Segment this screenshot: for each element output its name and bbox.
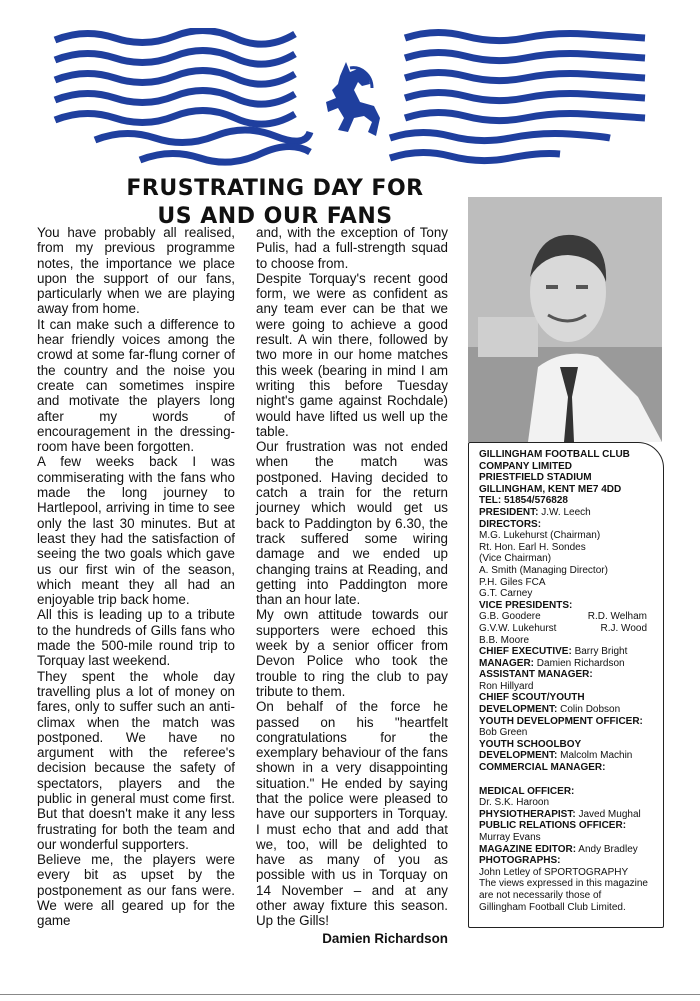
paragraph: A few weeks back I was commiserating with the fans who made the long journey to Hartlepool, arriving in time to see only the last 30 minutes. But at least they had the satisfaction of seeing the two goals which gave us our first win of the season, which meant they all had an enjoyable trip back home. bbox=[37, 454, 235, 608]
paragraph: Our frustration was not ended when the match was postponed. Having decided to catch a train for the return journey which would get us back to Paddington by 6.30, the track suffered some wiring damage and we ended up changing trains at Reading, and getting into Paddington more than an hour late. bbox=[256, 439, 448, 608]
vice-president: B.B. Moore bbox=[479, 634, 530, 646]
manager-name: Damien Richardson bbox=[536, 657, 625, 669]
medical-officer-name: Dr. S.K. Haroon bbox=[479, 797, 550, 809]
chief-executive-line bbox=[479, 646, 655, 658]
club-info-box bbox=[468, 442, 664, 928]
paragraph: Believe me, the players were every bit as upset by the postponement as our fans were. We were all geared up for the game bbox=[37, 852, 235, 929]
president-line bbox=[479, 507, 655, 519]
paragraph: On behalf of the force he passed on his "heartfelt congratulations for the exemplary behaviour of the fans shown in a very disappointing situation." He ended by saying that the police were pleased to have our supporters in Torquay. I must echo that and add that we, too, will be delighted to have as many of you as possible with us in Torquay on 14 November – and at any other away fixture this season. Up the Gills! bbox=[256, 699, 448, 929]
chief-scout-label-2: DEVELOPMENT: bbox=[479, 704, 558, 716]
vice-president: G.V.W. Lukehurst bbox=[479, 622, 557, 634]
headline-line-1: FRUSTRATING DAY FOR bbox=[126, 176, 424, 201]
photographs-credit: John Letley of SPORTOGRAPHY bbox=[479, 866, 629, 878]
vice-presidents-label: VICE PRESIDENTS: bbox=[479, 599, 573, 611]
assistant-manager-label: ASSISTANT MANAGER: bbox=[479, 669, 593, 681]
paragraph: They spent the whole day travelling plus a lot of money on fares, only to suffer such an anti-climax when the match was postponed. We have no argument with the referee's decision because the safety of spectators, players and the public in general must come first. But that doesn't make it any less frustrating for both the team and our wonderful supporters. bbox=[37, 668, 235, 852]
commercial-manager-label: COMMERCIAL MANAGER: bbox=[479, 762, 606, 774]
vice-president-row bbox=[479, 623, 655, 635]
chief-executive-name: Barry Bright bbox=[574, 646, 628, 658]
vice-president: R.J. Wood bbox=[600, 622, 647, 634]
disclaimer-line: The views expressed in this magazine bbox=[479, 878, 648, 890]
chief-scout-line bbox=[479, 704, 655, 716]
president-label: PRESIDENT: bbox=[479, 506, 539, 518]
youth-development-officer-label: YOUTH DEVELOPMENT OFFICER: bbox=[479, 715, 643, 727]
right-waves bbox=[390, 32, 645, 160]
page-bottom-rule bbox=[0, 994, 700, 995]
youth-schoolboy-name: Malcolm Machin bbox=[560, 750, 633, 762]
medical-officer-label: MEDICAL OFFICER: bbox=[479, 785, 575, 797]
physio-line bbox=[479, 809, 655, 821]
youth-development-officer-name: Bob Green bbox=[479, 727, 528, 739]
vice-president: R.D. Welham bbox=[587, 611, 647, 623]
vice-president: G.B. Goodere bbox=[479, 611, 541, 623]
director-entry: A. Smith (Managing Director) bbox=[479, 564, 608, 576]
club-name: GILLINGHAM FOOTBALL CLUB bbox=[479, 449, 630, 460]
youth-schoolboy-label: YOUTH SCHOOLBOY bbox=[479, 738, 582, 750]
left-waves bbox=[55, 30, 310, 162]
director-entry: G.T. Carney bbox=[479, 588, 533, 600]
directors-label: DIRECTORS: bbox=[479, 518, 542, 530]
chief-scout-name: Colin Dobson bbox=[560, 704, 621, 716]
paragraph: It can make such a difference to hear friendly voices among the crowd at some far-flung corner of the country and the noise you create can sometimes inspire and motivate the players long after my words of encouragement in the dressing-room have been forgotten. bbox=[37, 316, 235, 455]
paragraph: Despite Torquay's recent good form, we were as confident as any team ever can be that we were going to achieve a good result. A win there, followed by two more in our home matches this week (bearing in mind I am writing this before Tuesday night's game against Rochdale) would have lifted us well up the table. bbox=[256, 270, 448, 439]
paragraph: All this is leading up to a tribute to the hundreds of Gills fans who made the 500-mile round trip to Torquay last weekend. bbox=[37, 607, 235, 669]
pr-officer-name: Murray Evans bbox=[479, 832, 541, 843]
president-name: J.W. Leech bbox=[541, 506, 591, 518]
assistant-manager-name: Ron Hillyard bbox=[479, 680, 534, 692]
manager-line bbox=[479, 658, 655, 670]
disclaimer-line: are not necessarily those of bbox=[479, 889, 602, 901]
youth-schoolboy-line bbox=[479, 750, 655, 762]
chief-executive-label: CHIEF EXECUTIVE: bbox=[479, 646, 572, 658]
article-column-2 bbox=[256, 225, 448, 946]
director-entry: Rt. Hon. Earl H. Sondes bbox=[479, 541, 586, 553]
club-address: GILLINGHAM, KENT ME7 4DD bbox=[479, 483, 622, 495]
company-name: COMPANY LIMITED bbox=[479, 460, 572, 472]
manager-photo bbox=[468, 197, 662, 442]
chief-scout-label: CHIEF SCOUT/YOUTH bbox=[479, 692, 585, 704]
paragraph: and, with the exception of Tony Pulis, had a full-strength squad to choose from. bbox=[256, 225, 448, 271]
author-signature: Damien Richardson bbox=[322, 930, 448, 946]
wave-banner bbox=[50, 28, 648, 178]
horse-emblem-icon bbox=[326, 62, 380, 136]
physio-name: Javed Mughal bbox=[578, 808, 641, 820]
editor-label: MAGAZINE EDITOR: bbox=[479, 843, 577, 855]
vice-president-row bbox=[479, 635, 655, 647]
director-entry: M.G. Lukehurst (Chairman) bbox=[479, 530, 601, 542]
manager-label: MANAGER: bbox=[479, 657, 534, 669]
club-telephone: TEL: 51854/576828 bbox=[479, 495, 568, 507]
director-entry: (Vice Chairman) bbox=[479, 553, 552, 565]
paragraph: My own attitude towards our supporters were echoed this week by a senior officer from Devon Police who took the trouble to ring the club to pay tribute to them. bbox=[256, 607, 448, 699]
vice-president-row bbox=[479, 611, 655, 623]
editor-name: Andy Bradley bbox=[578, 843, 638, 855]
headline-line-2: US AND OUR FANS bbox=[157, 204, 393, 229]
article-column-1 bbox=[37, 225, 235, 929]
director-entry: P.H. Giles FCA bbox=[479, 576, 546, 588]
photographs-label: PHOTOGRAPHS: bbox=[479, 855, 561, 867]
youth-schoolboy-label-2: DEVELOPMENT: bbox=[479, 750, 558, 762]
physio-label: PHYSIOTHERAPIST: bbox=[479, 808, 576, 820]
disclaimer-line: Gillingham Football Club Limited. bbox=[479, 901, 626, 913]
paragraph: You have probably all realised, from my previous programme notes, the importance we place upon the support of our fans, particularly when we are playing away from home. bbox=[37, 225, 235, 317]
pr-officer-label: PUBLIC RELATIONS OFFICER: bbox=[479, 820, 627, 832]
editor-line bbox=[479, 844, 655, 856]
stadium-name: PRIESTFIELD STADIUM bbox=[479, 472, 592, 484]
article-headline bbox=[60, 175, 490, 231]
